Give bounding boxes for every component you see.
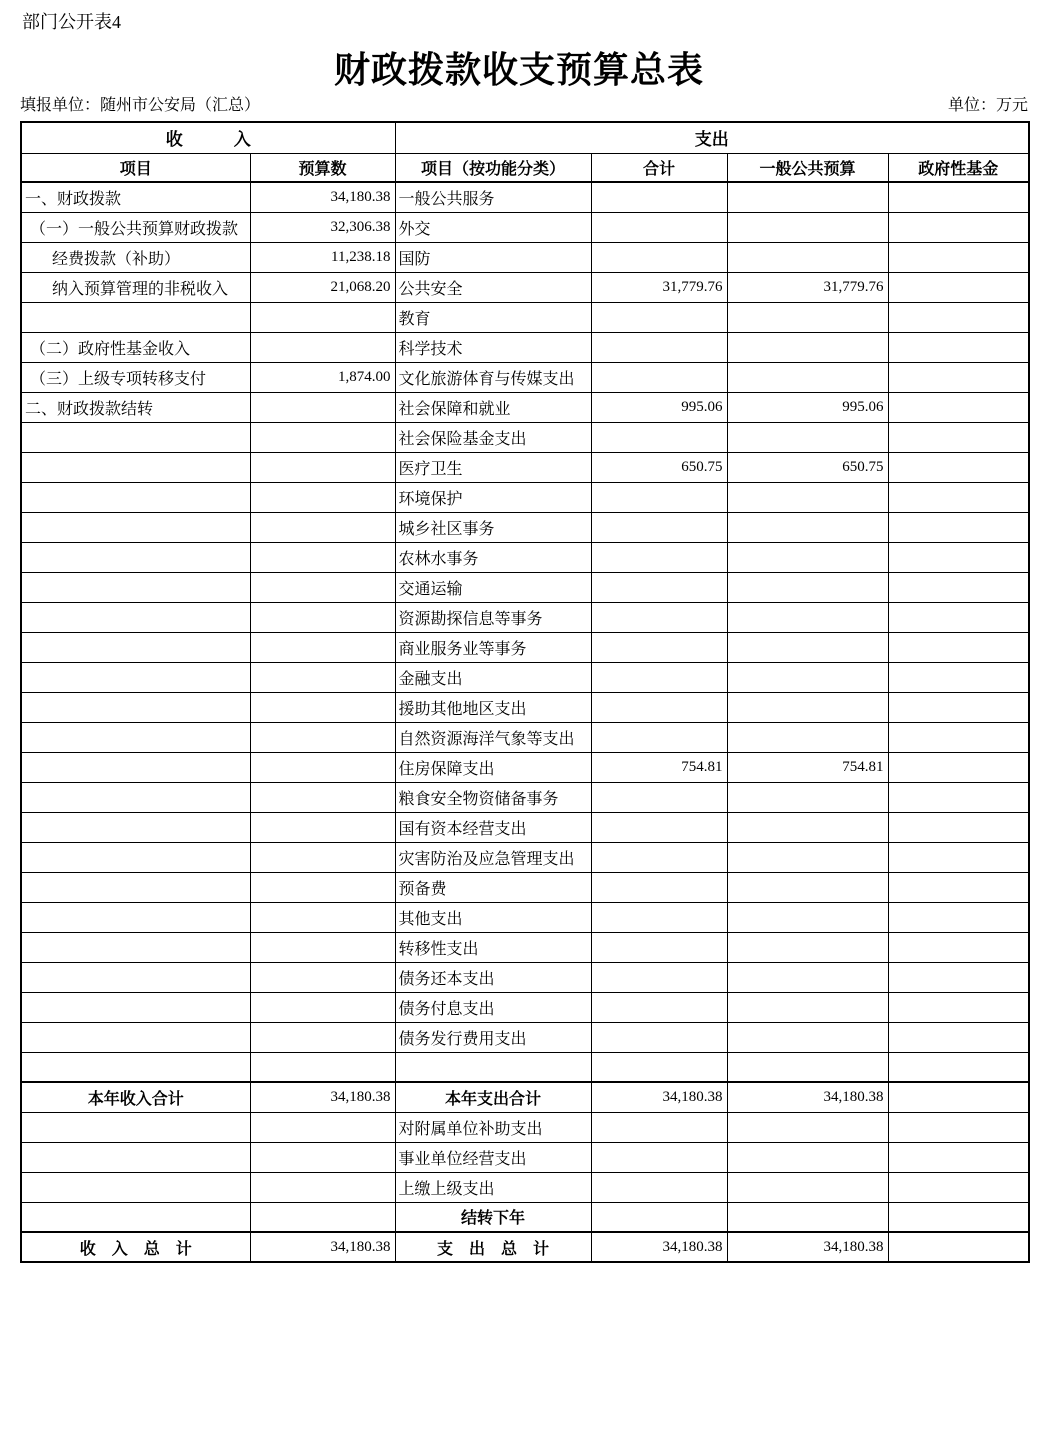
expense-item-cell: 债务付息支出 (395, 992, 591, 1022)
income-item-cell (21, 1202, 250, 1232)
expense-total-cell (591, 902, 727, 932)
expense-total-cell (591, 1052, 727, 1082)
expense-item-cell: 金融支出 (395, 662, 591, 692)
income-amount-cell (250, 902, 395, 932)
expense-total-cell: 754.81 (591, 752, 727, 782)
expense-general-budget-cell (727, 782, 888, 812)
expense-item-cell: 社会保障和就业 (395, 392, 591, 422)
income-amount-cell (250, 1202, 395, 1232)
expense-general-budget-cell (727, 422, 888, 452)
expense-total-cell (591, 482, 727, 512)
income-amount-cell (250, 602, 395, 632)
expense-gov-fund-cell (888, 332, 1029, 362)
income-item-cell: 一、财政拨款 (21, 182, 250, 212)
expense-gov-fund-cell (888, 932, 1029, 962)
expense-item-cell: 外交 (395, 212, 591, 242)
expense-item-cell: 资源勘探信息等事务 (395, 602, 591, 632)
expense-gov-fund-cell (888, 452, 1029, 482)
expense-general-budget-cell (727, 512, 888, 542)
expense-gov-fund-cell (888, 1232, 1029, 1262)
income-item-cell (21, 512, 250, 542)
table-row (21, 332, 1029, 362)
table-row (21, 422, 1029, 452)
income-amount-cell (250, 1142, 395, 1172)
expense-total-cell (591, 782, 727, 812)
expense-item-cell: 对附属单位补助支出 (395, 1112, 591, 1142)
expense-item-cell: 城乡社区事务 (395, 512, 591, 542)
table-row (21, 542, 1029, 572)
income-amount-cell (250, 422, 395, 452)
income-amount-cell (250, 332, 395, 362)
table-body (21, 182, 1029, 1262)
table-row (21, 392, 1029, 422)
expense-general-budget-cell (727, 302, 888, 332)
income-item-cell (21, 812, 250, 842)
income-item-cell: 本年收入合计 (21, 1082, 250, 1112)
income-amount-cell (250, 752, 395, 782)
income-item-cell (21, 1172, 250, 1202)
expense-gov-fund-cell (888, 242, 1029, 272)
income-item-cell (21, 302, 250, 332)
expense-total-cell: 31,779.76 (591, 272, 727, 302)
table-row (21, 842, 1029, 872)
expense-item-cell: 债务还本支出 (395, 962, 591, 992)
income-amount-cell (250, 722, 395, 752)
expense-item-cell (395, 1052, 591, 1082)
expense-general-budget-cell (727, 722, 888, 752)
doc-tag: 部门公开表4 (22, 12, 121, 32)
expense-gov-fund-cell (888, 512, 1029, 542)
income-item-cell (21, 722, 250, 752)
expense-item-cell: 农林水事务 (395, 542, 591, 572)
expense-item-cell: 自然资源海洋气象等支出 (395, 722, 591, 752)
income-amount-cell (250, 872, 395, 902)
expense-total-cell (591, 842, 727, 872)
expense-total-cell (591, 1112, 727, 1142)
expense-general-budget-cell (727, 1172, 888, 1202)
expense-total-cell (591, 632, 727, 662)
table-row (21, 902, 1029, 932)
table-row (21, 632, 1029, 662)
income-amount-cell (250, 992, 395, 1022)
table-row (21, 692, 1029, 722)
table-row (21, 482, 1029, 512)
income-amount-cell (250, 632, 395, 662)
expense-gov-fund-cell (888, 212, 1029, 242)
expense-general-budget-cell (727, 842, 888, 872)
income-amount-cell (250, 1112, 395, 1142)
expense-general-budget-cell: 31,779.76 (727, 272, 888, 302)
income-item-cell (21, 482, 250, 512)
expense-total-cell (591, 1142, 727, 1172)
expense-item-cell: 国有资本经营支出 (395, 812, 591, 842)
expense-general-budget-cell (727, 1142, 888, 1172)
expense-item-cell: 结转下年 (395, 1202, 591, 1232)
expense-item-cell: 环境保护 (395, 482, 591, 512)
income-item-cell (21, 962, 250, 992)
income-amount-cell (250, 932, 395, 962)
income-amount-cell: 1,874.00 (250, 362, 395, 392)
income-item-cell (21, 872, 250, 902)
income-item-cell (21, 842, 250, 872)
expense-gov-fund-cell (888, 602, 1029, 632)
table-row (21, 932, 1029, 962)
income-amount-cell (250, 962, 395, 992)
income-item-cell: 收 入 总 计 (21, 1232, 250, 1262)
expense-total-cell (591, 692, 727, 722)
expense-total-cell (591, 812, 727, 842)
table-row (21, 302, 1029, 332)
income-amount-cell (250, 512, 395, 542)
table-row (21, 362, 1029, 392)
expense-item-cell: 文化旅游体育与传媒支出 (395, 362, 591, 392)
expense-item-cell: 一般公共服务 (395, 182, 591, 212)
income-amount-cell (250, 692, 395, 722)
income-amount-cell: 34,180.38 (250, 1232, 395, 1262)
income-amount-cell (250, 572, 395, 602)
expense-general-budget-cell: 34,180.38 (727, 1082, 888, 1112)
expense-general-budget-cell (727, 1202, 888, 1232)
expense-total-cell (591, 872, 727, 902)
expense-general-budget-cell (727, 1022, 888, 1052)
income-amount-cell (250, 1052, 395, 1082)
expense-general-budget-cell (727, 212, 888, 242)
expense-general-budget-cell (727, 602, 888, 632)
income-item-cell (21, 662, 250, 692)
expense-item-cell: 事业单位经营支出 (395, 1142, 591, 1172)
expense-item-cell: 转移性支出 (395, 932, 591, 962)
table-row (21, 602, 1029, 632)
expense-general-budget-cell (727, 242, 888, 272)
expense-gov-fund-cell (888, 992, 1029, 1022)
income-amount-cell: 34,180.38 (250, 1082, 395, 1112)
expense-gov-fund-cell (888, 392, 1029, 422)
expense-item-cell: 交通运输 (395, 572, 591, 602)
expense-total-cell (591, 932, 727, 962)
table-row (21, 1232, 1029, 1262)
table-row (21, 662, 1029, 692)
income-item-cell (21, 572, 250, 602)
expense-total-cell: 34,180.38 (591, 1232, 727, 1262)
income-amount-cell: 21,068.20 (250, 272, 395, 302)
table-row (21, 512, 1029, 542)
expense-gov-fund-cell (888, 752, 1029, 782)
income-amount-cell (250, 1172, 395, 1202)
income-item-cell (21, 452, 250, 482)
expense-item-cell: 粮食安全物资储备事务 (395, 782, 591, 812)
table-row (21, 212, 1029, 242)
expense-gov-fund-cell (888, 962, 1029, 992)
expense-gov-fund-cell (888, 1022, 1029, 1052)
expense-item-cell: 商业服务业等事务 (395, 632, 591, 662)
expense-gov-fund-cell (888, 722, 1029, 752)
column-header-row (21, 153, 1029, 182)
expense-group-header: 支出 (395, 122, 1029, 153)
expense-total-cell (591, 422, 727, 452)
expense-item-cell: 公共安全 (395, 272, 591, 302)
col-header-total: 合计 (591, 153, 727, 182)
income-item-cell (21, 1052, 250, 1082)
expense-item-cell: 灾害防治及应急管理支出 (395, 842, 591, 872)
expense-item-cell: 本年支出合计 (395, 1082, 591, 1112)
income-amount-cell (250, 812, 395, 842)
expense-general-budget-cell (727, 692, 888, 722)
expense-item-cell: 社会保险基金支出 (395, 422, 591, 452)
expense-item-cell: 科学技术 (395, 332, 591, 362)
page-title: 财政拨款收支预算总表 (333, 50, 704, 90)
expense-total-cell (591, 722, 727, 752)
budget-table (20, 121, 1030, 1263)
expense-general-budget-cell (727, 812, 888, 842)
expense-general-budget-cell (727, 182, 888, 212)
expense-total-cell (591, 962, 727, 992)
expense-gov-fund-cell (888, 1052, 1029, 1082)
income-item-cell: 二、财政拨款结转 (21, 392, 250, 422)
filler-unit-label: 填报单位：随州市公安局（汇总） (20, 97, 261, 114)
table-row (21, 782, 1029, 812)
table-row (21, 1172, 1029, 1202)
income-amount-cell (250, 392, 395, 422)
expense-gov-fund-cell (888, 632, 1029, 662)
expense-gov-fund-cell (888, 572, 1029, 602)
expense-total-cell (591, 512, 727, 542)
expense-total-cell (591, 302, 727, 332)
expense-total-cell (591, 542, 727, 572)
table-row (21, 452, 1029, 482)
table-row (21, 962, 1029, 992)
expense-gov-fund-cell (888, 842, 1029, 872)
expense-total-cell (591, 992, 727, 1022)
expense-item-cell: 债务发行费用支出 (395, 1022, 591, 1052)
expense-gov-fund-cell (888, 1142, 1029, 1172)
table-row (21, 992, 1029, 1022)
expense-general-budget-cell: 995.06 (727, 392, 888, 422)
income-group-header: 收 入 (21, 122, 395, 153)
expense-general-budget-cell (727, 572, 888, 602)
table-row (21, 872, 1029, 902)
expense-gov-fund-cell (888, 872, 1029, 902)
col-header-income-item: 项目 (21, 153, 250, 182)
expense-total-cell (591, 332, 727, 362)
expense-gov-fund-cell (888, 662, 1029, 692)
income-amount-cell (250, 482, 395, 512)
expense-gov-fund-cell (888, 1202, 1029, 1232)
expense-total-cell (591, 602, 727, 632)
group-header-row (21, 122, 1029, 153)
expense-general-budget-cell (727, 632, 888, 662)
expense-general-budget-cell: 34,180.38 (727, 1232, 888, 1262)
income-amount-cell: 11,238.18 (250, 242, 395, 272)
expense-item-cell: 支 出 总 计 (395, 1232, 591, 1262)
col-header-budget-amount: 预算数 (250, 153, 395, 182)
table-row (21, 1082, 1029, 1112)
expense-general-budget-cell (727, 362, 888, 392)
table-row (21, 272, 1029, 302)
expense-gov-fund-cell (888, 482, 1029, 512)
income-amount-cell: 32,306.38 (250, 212, 395, 242)
expense-total-cell: 650.75 (591, 452, 727, 482)
col-header-general-budget: 一般公共预算 (727, 153, 888, 182)
expense-gov-fund-cell (888, 542, 1029, 572)
expense-total-cell (591, 242, 727, 272)
expense-general-budget-cell (727, 962, 888, 992)
income-item-cell (21, 932, 250, 962)
expense-total-cell (591, 662, 727, 692)
expense-general-budget-cell (727, 902, 888, 932)
expense-item-cell: 住房保障支出 (395, 752, 591, 782)
expense-total-cell (591, 1022, 727, 1052)
expense-gov-fund-cell (888, 302, 1029, 332)
income-item-cell (21, 1112, 250, 1142)
expense-total-cell (591, 182, 727, 212)
income-item-cell: （三）上级专项转移支付 (21, 362, 250, 392)
expense-item-cell: 教育 (395, 302, 591, 332)
table-row (21, 1112, 1029, 1142)
expense-general-budget-cell (727, 662, 888, 692)
income-amount-cell (250, 782, 395, 812)
income-item-cell (21, 602, 250, 632)
income-item-cell: （一）一般公共预算财政拨款 (21, 212, 250, 242)
expense-general-budget-cell (727, 1052, 888, 1082)
expense-gov-fund-cell (888, 272, 1029, 302)
income-item-cell: 纳入预算管理的非税收入 (21, 272, 250, 302)
expense-gov-fund-cell (888, 812, 1029, 842)
expense-item-cell: 其他支出 (395, 902, 591, 932)
income-item-cell: （二）政府性基金收入 (21, 332, 250, 362)
expense-general-budget-cell (727, 482, 888, 512)
table-row (21, 1202, 1029, 1232)
expense-gov-fund-cell (888, 362, 1029, 392)
expense-item-cell: 上缴上级支出 (395, 1172, 591, 1202)
expense-gov-fund-cell (888, 182, 1029, 212)
expense-item-cell: 国防 (395, 242, 591, 272)
income-item-cell (21, 542, 250, 572)
table-row (21, 1022, 1029, 1052)
table-row (21, 572, 1029, 602)
expense-item-cell: 医疗卫生 (395, 452, 591, 482)
table-row (21, 1142, 1029, 1172)
expense-general-budget-cell (727, 332, 888, 362)
expense-total-cell (591, 362, 727, 392)
expense-general-budget-cell (727, 992, 888, 1022)
table-row (21, 812, 1029, 842)
income-amount-cell (250, 842, 395, 872)
income-item-cell (21, 422, 250, 452)
table-row (21, 182, 1029, 212)
income-item-cell: 经费拨款（补助） (21, 242, 250, 272)
income-amount-cell (250, 302, 395, 332)
income-item-cell (21, 902, 250, 932)
table-row (21, 1052, 1029, 1082)
expense-total-cell (591, 212, 727, 242)
income-item-cell (21, 692, 250, 722)
income-item-cell (21, 1142, 250, 1172)
income-item-cell (21, 632, 250, 662)
expense-gov-fund-cell (888, 782, 1029, 812)
expense-gov-fund-cell (888, 902, 1029, 932)
expense-gov-fund-cell (888, 1082, 1029, 1112)
expense-total-cell (591, 1202, 727, 1232)
income-amount-cell (250, 542, 395, 572)
expense-gov-fund-cell (888, 1112, 1029, 1142)
table-row (21, 242, 1029, 272)
expense-general-budget-cell (727, 932, 888, 962)
income-item-cell (21, 752, 250, 782)
income-amount-cell (250, 1022, 395, 1052)
expense-item-cell: 预备费 (395, 872, 591, 902)
income-item-cell (21, 992, 250, 1022)
expense-gov-fund-cell (888, 422, 1029, 452)
table-row (21, 752, 1029, 782)
expense-total-cell: 34,180.38 (591, 1082, 727, 1112)
expense-total-cell (591, 572, 727, 602)
expense-general-budget-cell (727, 542, 888, 572)
income-amount-cell (250, 662, 395, 692)
expense-general-budget-cell (727, 1112, 888, 1142)
col-header-gov-fund: 政府性基金 (888, 153, 1029, 182)
income-amount-cell: 34,180.38 (250, 182, 395, 212)
expense-total-cell: 995.06 (591, 392, 727, 422)
expense-general-budget-cell: 754.81 (727, 752, 888, 782)
expense-general-budget-cell (727, 872, 888, 902)
money-unit-label: 单位：万元 (947, 97, 1028, 114)
meta-row (20, 92, 1028, 115)
expense-gov-fund-cell (888, 692, 1029, 722)
expense-item-cell: 援助其他地区支出 (395, 692, 591, 722)
col-header-expense-item: 项目（按功能分类） (395, 153, 591, 182)
income-amount-cell (250, 452, 395, 482)
income-item-cell (21, 1022, 250, 1052)
expense-general-budget-cell: 650.75 (727, 452, 888, 482)
expense-total-cell (591, 1172, 727, 1202)
table-row (21, 722, 1029, 752)
expense-gov-fund-cell (888, 1172, 1029, 1202)
income-item-cell (21, 782, 250, 812)
